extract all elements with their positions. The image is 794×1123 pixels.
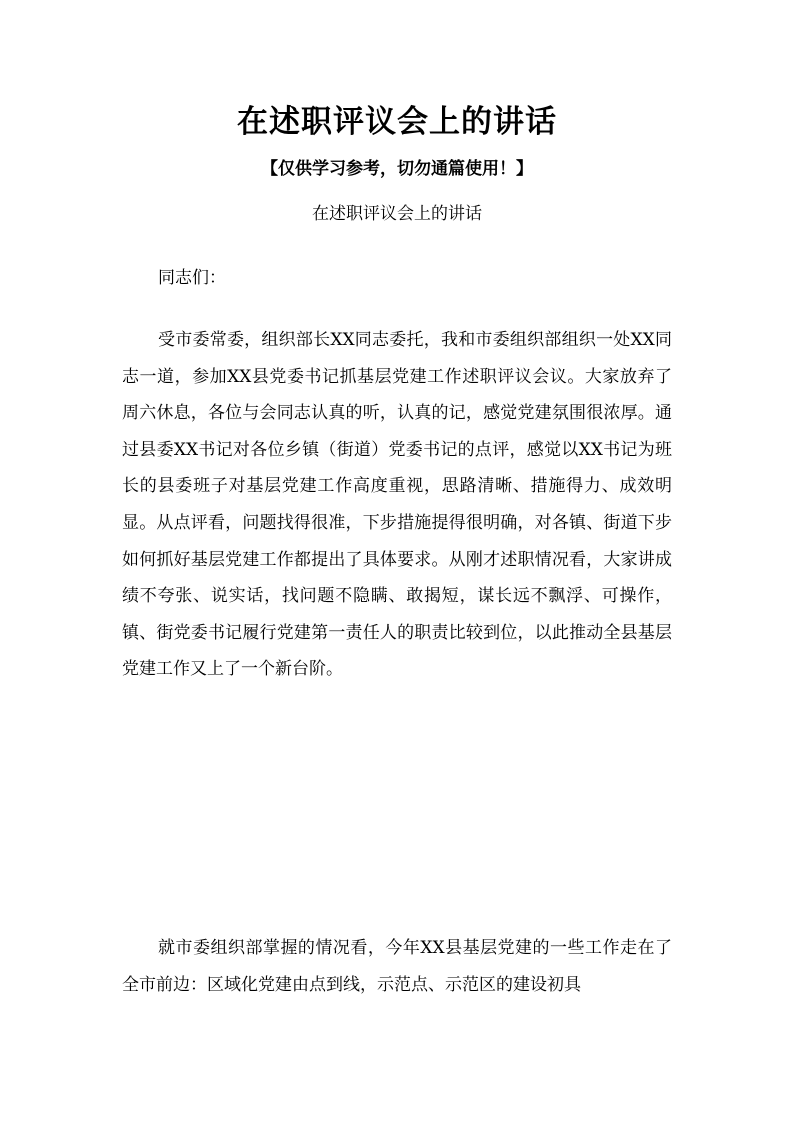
- document-subtitle: 在述职评议会上的讲话: [312, 204, 482, 224]
- greeting: 同志们：: [158, 268, 226, 288]
- disclaimer-note: 【仅供学习参考，切勿通篇使用！】: [261, 159, 533, 179]
- paragraph-2: 就市委组织部掌握的情况看，今年XX县基层党建的一些工作走在了全市前边：区域化党建由点到线，示范点、示范区的建设初具: [122, 938, 672, 995]
- paragraph-1: 受市委常委，组织部长XX同志委托，我和市委组织部组织一处XX同志一道，参加XX县党委书记抓基层党建工作述职评议会议。大家放弃了周六休息，各位与会同志认真的听，认真的记，感觉党建氛围很浓厚。通过县委XX书记对各位乡镇（街道）党委书记的点评，感觉以XX书记为班长的县委班子对基层党建工作高度重视，思路清晰、措施得力、成效明显。从点评看，问题找得很准，下步措施提得很明确，对各镇、街道下步如何抓好基层党建工作都提出了具体要求。从刚才述职情况看，大家讲成绩不夸张、说实话，找问题不隐瞒、敢揭短，谋长远不飘浮、可操作，镇、街党委书记履行党建第一责任人的职责比较到位，以此推动全县基层党建工作又上了一个新台阶。: [122, 330, 672, 680]
- document-title: 在述职评议会上的讲话: [237, 104, 557, 140]
